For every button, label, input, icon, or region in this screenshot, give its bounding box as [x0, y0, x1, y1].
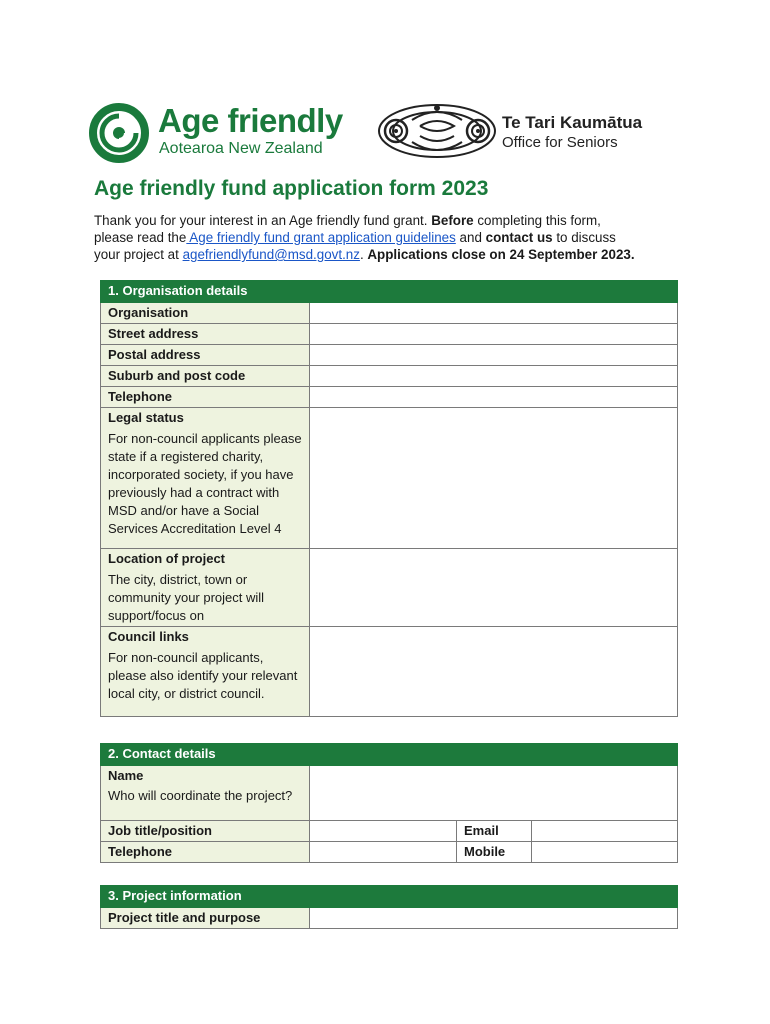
intro-bold-contact: contact us	[485, 230, 553, 245]
name-help: Who will coordinate the project?	[108, 788, 293, 803]
mobile-label: Mobile	[457, 842, 532, 863]
location-label: Location of project	[108, 551, 225, 566]
office-for-seniors-logo	[376, 100, 676, 162]
legal-status-help: For non-council applicants please state if a registered charity, incorporated society, if you have previously had a contract with MSD and/or have a Social Services Accreditation Level 4	[108, 431, 302, 536]
location-help: The city, district, town or community your project will support/focus on	[108, 572, 265, 623]
street-address-label: Street address	[101, 324, 310, 345]
telephone-label: Telephone	[101, 387, 310, 408]
age-friendly-logo-title: Age friendly	[158, 102, 343, 139]
organisation-label: Organisation	[101, 303, 310, 324]
age-friendly-logo	[88, 100, 358, 162]
intro-text: Thank you for your interest in an Age friendly fund grant.	[94, 213, 432, 228]
kaumatua-emblem-icon	[376, 100, 498, 162]
intro-paragraph	[94, 212, 684, 263]
suburb-postcode-field[interactable]	[310, 366, 678, 387]
name-label-cell	[101, 766, 310, 821]
name-field[interactable]	[310, 766, 678, 821]
council-links-field[interactable]	[310, 627, 678, 717]
office-for-seniors-logo-subtitle: Office for Seniors	[502, 134, 618, 151]
job-title-label: Job title/position	[101, 821, 310, 842]
mobile-field[interactable]	[532, 842, 678, 863]
council-links-label-cell	[101, 627, 310, 717]
postal-address-field[interactable]	[310, 345, 678, 366]
intro-text: and	[455, 230, 486, 245]
email-label: Email	[457, 821, 532, 842]
legal-status-label: Legal status	[108, 410, 184, 425]
council-links-help: For non-council applicants, please also identify your relevant local city, or district council.	[108, 650, 298, 701]
location-label-cell	[101, 549, 310, 627]
contact-details-table	[100, 743, 678, 863]
intro-text: please read the	[94, 230, 187, 245]
project-title-label: Project title and purpose	[101, 908, 310, 929]
page-title: Age friendly fund application form 2023	[94, 177, 489, 200]
koru-icon	[88, 102, 150, 164]
section-header-project: 3. Project information	[101, 886, 678, 908]
organisation-field[interactable]	[310, 303, 678, 324]
email-link[interactable]: agefriendlyfund@msd.govt.nz	[182, 247, 360, 262]
contact-telephone-label: Telephone	[101, 842, 310, 863]
office-for-seniors-logo-title: Te Tari Kaumātua	[502, 113, 643, 132]
age-friendly-logo-subtitle: Aotearoa New Zealand	[159, 140, 323, 157]
applications-close-notice: Applications close on 24 September 2023.	[367, 247, 635, 262]
project-information-table	[100, 885, 678, 929]
organisation-details-table	[100, 280, 678, 717]
guidelines-link[interactable]: Age friendly fund grant application guidelines	[186, 230, 456, 245]
postal-address-label: Postal address	[101, 345, 310, 366]
suburb-postcode-label: Suburb and post code	[101, 366, 310, 387]
job-title-field[interactable]	[310, 821, 457, 842]
intro-text: .	[359, 247, 368, 262]
intro-text: to discuss	[552, 230, 616, 245]
intro-text: completing this form,	[473, 213, 601, 228]
email-field[interactable]	[532, 821, 678, 842]
legal-status-field[interactable]	[310, 408, 678, 549]
intro-text: your project at	[94, 247, 183, 262]
intro-bold-before: Before	[431, 213, 474, 228]
location-field[interactable]	[310, 549, 678, 627]
section-header-contact: 2. Contact details	[101, 744, 678, 766]
council-links-label: Council links	[108, 629, 189, 644]
telephone-field[interactable]	[310, 387, 678, 408]
legal-status-label-cell	[101, 408, 310, 549]
project-title-field[interactable]	[310, 908, 678, 929]
contact-telephone-field[interactable]	[310, 842, 457, 863]
street-address-field[interactable]	[310, 324, 678, 345]
name-label: Name	[108, 768, 144, 783]
section-header-organisation: 1. Organisation details	[101, 281, 678, 303]
